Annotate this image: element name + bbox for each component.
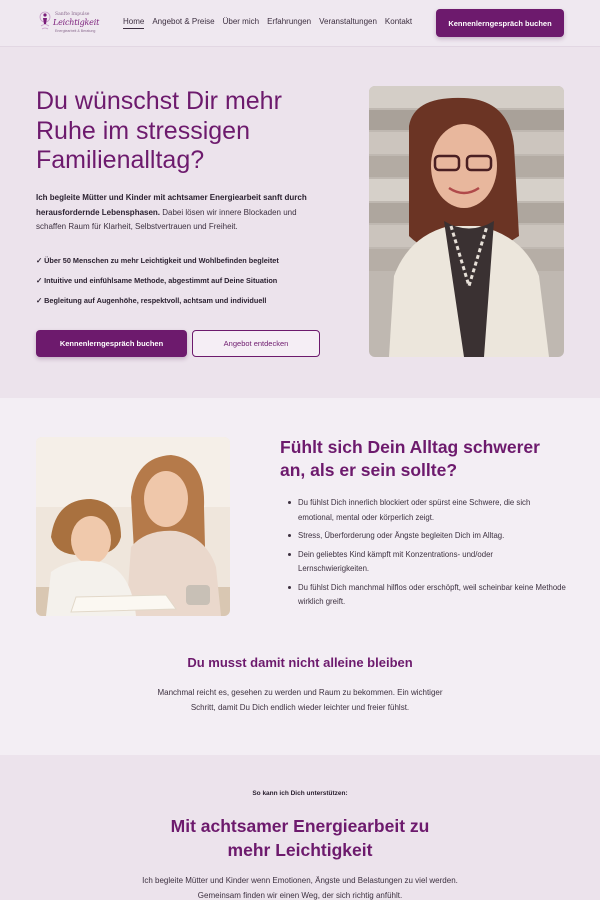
alone-text: Manchmal reicht es, gesehen zu werden und Raum zu bekommen. Ein wichtiger Schritt, damit Du Dich endlich wieder leichter und freier fühlst. xyxy=(157,688,443,712)
logo-line1: Sanfte Impulse xyxy=(55,12,90,17)
hero-intro xyxy=(36,191,326,235)
book-call-button[interactable]: Kennenlerngespräch buchen xyxy=(36,330,187,357)
support-title: Mit achtsamer Energiearbeit zu mehr Leichtigkeit xyxy=(170,816,430,860)
hero-intro-rest: Dabei lösen wir innere Blockaden und schaffen Raum für Klarheit, Selbstvertrauen und Freiheit. xyxy=(36,207,297,231)
hero-intro-bold: Ich begleite Mütter und Kinder mit achtsamer Energiearbeit sanft durch herausfordernde Lebensphasen. xyxy=(36,193,307,217)
hero-check-3: ✓ Begleitung auf Augenhöhe, respektvoll, achtsam und individuell xyxy=(36,296,267,305)
mother-child-photo xyxy=(36,437,230,616)
logo-icon xyxy=(38,11,52,35)
support-text: Ich begleite Mütter und Kinder wenn Emotionen, Ängste und Belastungen zu viel werden. Gemeinsam finden wir einen Weg, der sich richtig anfühlt. xyxy=(142,876,458,900)
header-cta-button[interactable]: Kennenlerngespräch buchen xyxy=(436,9,564,37)
list-item: Dein geliebtes Kind kämpft mit Konzentrations- und/oder Lernschwierigkeiten. xyxy=(286,548,566,577)
problem-section xyxy=(0,398,600,755)
nav-erfahrungen[interactable]: Erfahrungen xyxy=(267,17,312,26)
nav-home[interactable]: Home xyxy=(123,17,144,29)
support-section xyxy=(0,755,600,900)
problem-title: Fühlt sich Dein Alltag schwerer an, als er sein sollte? xyxy=(280,437,540,480)
list-item: Du fühlst Dich manchmal hilflos oder erschöpft, weil scheinbar keine Methode wirklich greift. xyxy=(286,581,566,610)
nav-ueber-mich[interactable]: Über mich xyxy=(222,17,260,26)
main-nav xyxy=(123,17,420,29)
portrait-photo xyxy=(369,86,564,357)
list-item: Du fühlst Dich innerlich blockiert oder spürst eine Schwere, die sich emotional, mental oder körperlich zeigt. xyxy=(286,496,566,525)
support-kicker: So kann ich Dich unterstützen: xyxy=(252,790,348,797)
logo-line3: Energiearbeit & Beratung xyxy=(55,29,96,33)
hero-title: Du wünschst Dir mehr Ruhe im stressigen Familienalltag? xyxy=(36,87,282,174)
alone-title: Du musst damit nicht alleine bleiben xyxy=(187,655,413,670)
logo-line2: Leichtigkeit xyxy=(53,18,100,27)
nav-veranstaltungen[interactable]: Veranstaltungen xyxy=(319,17,377,26)
logo[interactable] xyxy=(36,10,100,38)
discover-offer-button[interactable]: Angebot entdecken xyxy=(192,330,320,357)
problem-list xyxy=(286,496,566,614)
hero-section xyxy=(0,47,600,398)
hero-check-2: ✓ Intuitive und einfühlsame Methode, abgestimmt auf Deine Situation xyxy=(36,276,278,285)
nav-angebot-preise[interactable]: Angebot & Preise xyxy=(152,17,215,26)
hero-check-1: ✓ Über 50 Menschen zu mehr Leichtigkeit und Wohlbefinden begleitet xyxy=(36,256,279,265)
site-header xyxy=(0,0,600,47)
nav-kontakt[interactable]: Kontakt xyxy=(384,17,413,26)
list-item: Stress, Überforderung oder Ängste begleiten Dich im Alltag. xyxy=(286,529,566,544)
